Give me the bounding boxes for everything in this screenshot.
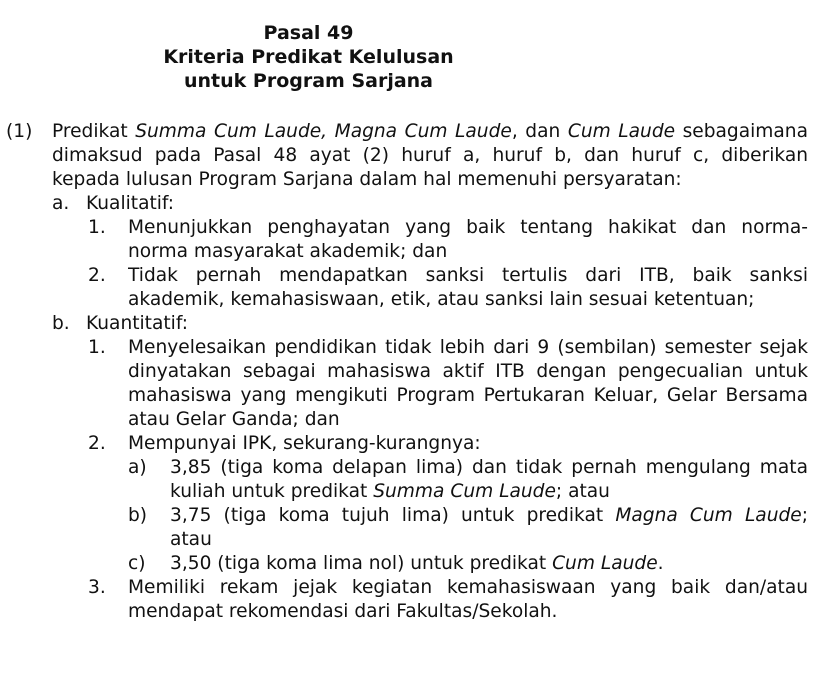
subitem-line: Mempunyai IPK, sekurang-kurangnya: [128,433,481,454]
clause-text: , dan [511,121,568,142]
subitem-line: mahasiswa yang mengikuti Program Pertukaran Keluar, Gelar Bersama [128,385,808,406]
subsubitem-line [170,552,664,576]
subsubitem-text: kuliah untuk predikat [170,481,374,502]
article-number: Pasal 49 [263,22,354,44]
subsubitem-marker: c) [128,553,146,574]
subsubitem-line [170,480,610,504]
subitem-line: mendapat rekomendasi dari Fakultas/Sekolah. [128,601,558,622]
subsubitem-text: 3,50 (tiga koma lima nol) untuk predikat [170,553,553,574]
article-subtitle: untuk Program Sarjana [183,70,434,92]
subitem-number: 3. [88,577,106,598]
subitem-line: dinyatakan sebagai mahasiswa aktif ITB dengan pengecualian untuk [128,361,808,382]
predicate-name: Summa Cum Laude [373,481,556,502]
predicate-name: Cum Laude [552,553,658,574]
subitem-line: Menyelesaikan pendidikan tidak lebih dari 9 (sembilan) semester sejak [128,337,808,358]
subsubitem-line: 3,85 (tiga koma delapan lima) dan tidak pernah mengulang mata [170,457,808,478]
subsubitem-text: ; atau [555,481,610,502]
subitem-line: Memiliki rekam jejak kegiatan kemahasiswaan yang baik dan/atau [128,577,808,598]
subitem-line: Menunjukkan penghayatan yang baik tentang hakikat dan norma- [128,217,808,238]
subsubitem-line: atau [170,529,212,550]
clause-text: Predikat [52,121,136,142]
item-label: Kualitatif: [86,193,175,214]
clause-text: sebagaimana [675,121,808,142]
clause-line-3: kepada lulusan Program Sarjana dalam hal memenuhi persyaratan: [52,169,682,190]
subitem-line: Tidak pernah mendapatkan sanksi tertulis dari ITB, baik sanksi [128,265,808,286]
subitem-line: norma masyarakat akademik; dan [128,241,448,262]
item-label: Kuantitatif: [86,313,188,334]
subitem-number: 1. [88,217,106,238]
predicate-name: Cum Laude [567,121,676,142]
subsubitem-text: . [657,553,664,574]
subsubitem-text: ; [801,505,808,526]
subsubitem-marker: b) [128,505,148,526]
item-marker: b. [52,313,70,334]
subsubitem-text: 3,75 (tiga koma tujuh lima) untuk predikat [170,505,616,526]
subitem-line: akademik, kemahasiswaan, etik, atau sanksi lain sesuai ketentuan; [128,289,755,310]
clause-line-1 [52,120,808,144]
subitem-number: 2. [88,433,106,454]
clause-line-2: dimaksud pada Pasal 48 ayat (2) huruf a, huruf b, dan huruf c, diberikan [52,145,808,166]
predicate-names: Summa Cum Laude, Magna Cum Laude [135,121,512,142]
article-title: Kriteria Predikat Kelulusan [163,46,454,68]
subitem-number: 2. [88,265,106,286]
subsubitem-marker: a) [128,457,147,478]
item-marker: a. [52,193,70,214]
subsubitem-line [170,504,808,528]
clause-number: (1) [6,121,33,142]
subitem-line: atau Gelar Ganda; dan [128,409,340,430]
subitem-number: 1. [88,337,106,358]
predicate-name: Magna Cum Laude [615,505,802,526]
